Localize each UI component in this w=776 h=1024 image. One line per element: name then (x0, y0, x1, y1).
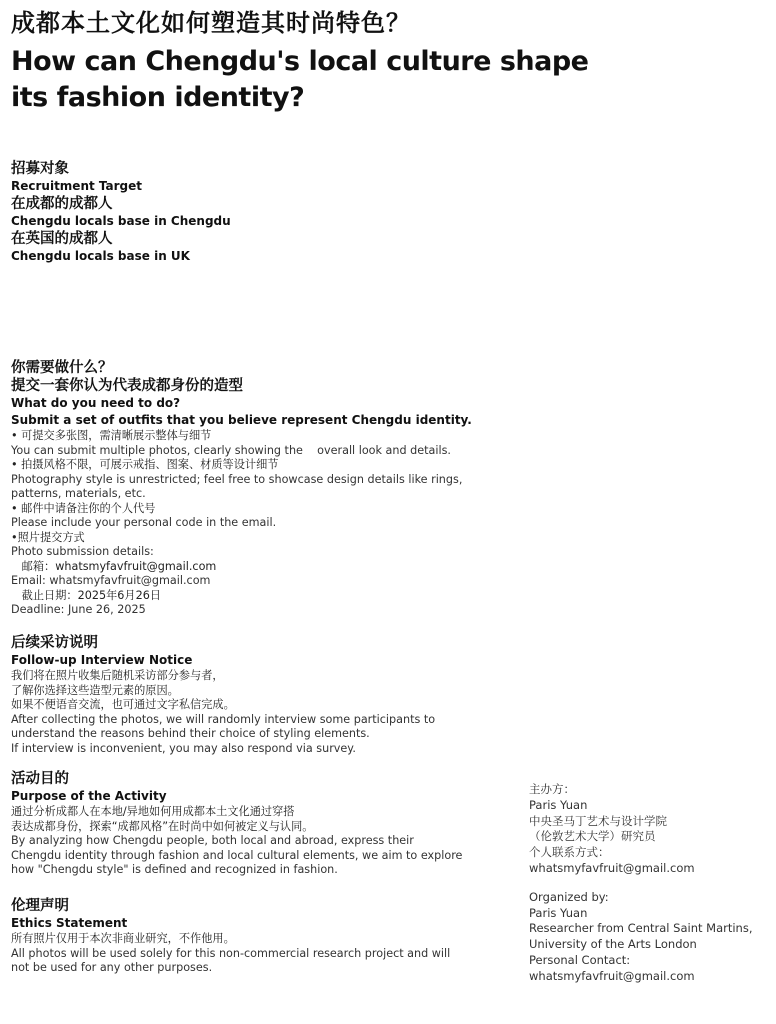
bullet1-zh: • 可提交多张图，需清晰展示整体与细节 (11, 429, 212, 442)
purpose-en-line1: By analyzing how Chengdu people, both local and abroad, express their (11, 834, 414, 847)
followup-en-line3: If interview is inconvenient, you may also respond via survey. (11, 741, 356, 755)
organizer-block (529, 782, 769, 985)
purpose-heading-en: Purpose of the Activity (11, 789, 167, 803)
todo-section (11, 359, 481, 618)
purpose-en-line3: how "Chengdu style" is defined and recognized in fashion. (11, 863, 338, 876)
bullet2-zh: • 拍摄风格不限，可展示戒指、图案、材质等设计细节 (11, 458, 279, 471)
deadline-zh: 截止日期：2025年6月26日 (11, 588, 161, 602)
followup-zh-line1: 我们将在照片收集后随机采访部分参与者， (11, 669, 224, 682)
bullet3-zh: • 邮件中请备注你的个人代号 (11, 501, 156, 515)
organizer-zh-email: whatsmyfavfruit@gmail.com (529, 860, 695, 875)
purpose-section (11, 770, 462, 878)
todo-heading-zh: 你需要做什么？ (11, 360, 113, 376)
bullet2-en: Photography style is unrestricted; feel free to showcase design details like rings, patterns, materials, etc. (11, 472, 463, 500)
organizer-en-name: Paris Yuan (529, 905, 588, 920)
ethics-section (11, 897, 450, 976)
deadline-en: Deadline: June 26, 2025 (11, 603, 146, 616)
recruitment-group2-zh: 在英国的成都人 (11, 231, 113, 247)
page-title (11, 6, 589, 116)
followup-zh-line3: 如果不便语音交流，也可通过文字私信完成。 (11, 698, 235, 711)
ethics-zh-line1: 所有照片仅用于本次非商业研究，不作他用。 (11, 932, 235, 945)
todo-heading-en: What do you need to do? (11, 396, 181, 410)
organizer-zh-name: Paris Yuan (529, 797, 588, 812)
organizer-en-email: whatsmyfavfruit@gmail.com (529, 968, 695, 983)
title-en-line2: its fashion identity? (11, 82, 305, 113)
recruitment-group1-zh: 在成都的成都人 (11, 196, 113, 212)
email-zh: 邮箱：whatsmyfavfruit@gmail.com (11, 559, 217, 573)
organizer-en-role1: Researcher from Central Saint Martins, (529, 921, 753, 936)
organizer-zh-label: 主办方： (529, 782, 575, 796)
purpose-heading-zh: 活动目的 (11, 771, 69, 787)
followup-section (11, 634, 435, 756)
followup-en-line2: understand the reasons behind their choice of styling elements. (11, 727, 370, 740)
todo-task-en: Submit a set of outfits that you believe represent Chengdu identity. (11, 413, 472, 427)
bullet3-en: Please include your personal code in the email. (11, 516, 277, 529)
followup-heading-zh: 后续采访说明 (11, 635, 98, 651)
organizer-en-role2: University of the Arts London (529, 937, 697, 952)
recruitment-group2-en: Chengdu locals base in UK (11, 249, 190, 263)
recruitment-heading-zh: 招募对象 (11, 161, 69, 177)
email-en: Email: whatsmyfavfruit@gmail.com (11, 574, 211, 587)
recruitment-section (11, 160, 231, 265)
ethics-heading-zh: 伦理声明 (11, 898, 69, 914)
followup-zh-line2: 了解你选择这些造型元素的原因。 (11, 683, 179, 697)
todo-task-zh: 提交一套你认为代表成都身份的造型 (11, 378, 243, 394)
followup-en-line1: After collecting the photos, we will randomly interview some participants to (11, 712, 436, 726)
organizer-en-label: Organized by: (529, 889, 609, 904)
bullet1-en: You can submit multiple photos, clearly showing the overall look and details. (11, 443, 451, 457)
purpose-zh-line2: 表达成都身份，探索“成都风格”在时尚中如何被定义与认同。 (11, 819, 314, 833)
title-zh: 成都本土文化如何塑造其时尚特色？ (11, 9, 411, 37)
purpose-zh-line1: 通过分析成都人在本地/异地如何用成都本土文化通过穿搭 (11, 805, 295, 818)
ethics-en-line1: All photos will be used solely for this non-commercial research project and will (11, 946, 451, 960)
recruitment-heading-en: Recruitment Target (11, 179, 143, 193)
ethics-en-line2: not be used for any other purposes. (11, 961, 213, 974)
followup-heading-en: Follow-up Interview Notice (11, 653, 193, 667)
bullet4-zh: •照片提交方式 (11, 530, 85, 544)
purpose-en-line2: Chengdu identity through fashion and local cultural elements, we aim to explore (11, 848, 463, 862)
ethics-heading-en: Ethics Statement (11, 916, 128, 930)
recruitment-group1-en: Chengdu locals base in Chengdu (11, 214, 231, 228)
organizer-zh-contact: 个人联系方式： (529, 845, 610, 860)
organizer-zh-role2: （伦敦艺术大学）研究员 (529, 829, 656, 844)
submission-en: Photo submission details: (11, 545, 154, 558)
title-en-line1: How can Chengdu's local culture shape (11, 46, 589, 77)
organizer-en-contact: Personal Contact: (529, 952, 631, 967)
organizer-zh-role1: 中央圣马丁艺术与设计学院 (529, 813, 667, 828)
